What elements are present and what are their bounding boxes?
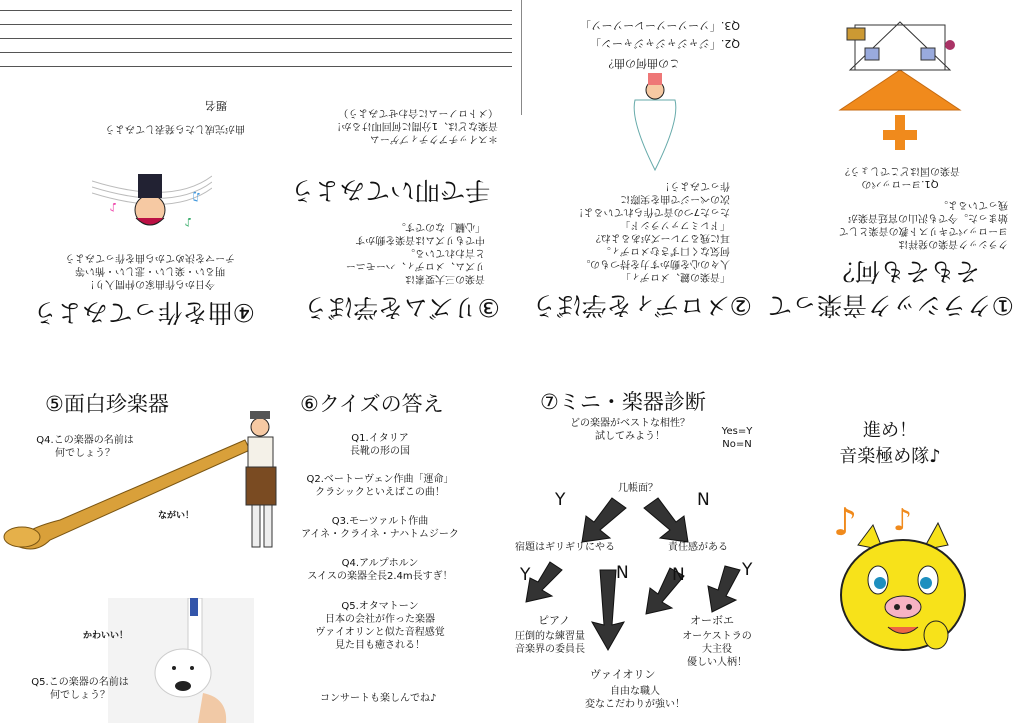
result-piano-desc: 圧倒的な練習量 音楽界の委員長 bbox=[515, 631, 585, 655]
svg-text:♪: ♪ bbox=[893, 503, 913, 538]
panel-rhythm-subtitle: 手で叩いてみよう bbox=[289, 176, 490, 205]
answer-5: Q5.オタマトーン 日本の会社が作った楽器 ヴァイオリンと似た音程感覚 見た目も癒される！ bbox=[315, 601, 445, 651]
panel-compose-caption: 曲が完成したら発表してみよう bbox=[105, 123, 245, 134]
result-oboe-desc: オーケストラの 大主役 優しい人柄！ bbox=[682, 631, 752, 668]
panel-rhythm-body: 音楽の三大要素は リズム、メロディ、ハーモニー と言われている。 中でもリズムは音楽を動かす 「心臓」なのです。 bbox=[345, 221, 485, 284]
label-y-2: Y bbox=[520, 565, 531, 585]
label-kawaii: かわいい！ bbox=[83, 631, 129, 641]
panel-compose bbox=[30, 95, 260, 340]
answer-1: Q1.イタリア 長靴の形の国 bbox=[350, 433, 410, 457]
alphorn-player-illustration bbox=[0, 405, 300, 565]
staff-line bbox=[0, 52, 512, 53]
panel-classical-question: Q1.ヨーロッパの 音楽の国はどこでしょう？ bbox=[840, 165, 960, 189]
quiz-q2: Q2.「ジャジャジャジャーン」 bbox=[589, 37, 740, 50]
svg-text:♪: ♪ bbox=[109, 200, 117, 214]
panel-instruments-title: ⑤面白珍楽器 bbox=[45, 392, 169, 416]
result-piano-name: ピアノ bbox=[538, 614, 571, 627]
quiz-q5: Q5.この楽器の名前は 何でしょう？ bbox=[31, 677, 129, 701]
bride-illustration bbox=[620, 70, 690, 180]
diagnosis-intro: どの楽器がベストな相性？ 試してみよう！ bbox=[570, 418, 690, 442]
svg-text:♪: ♪ bbox=[184, 215, 192, 229]
slogan: 進め！ 音楽極め隊♪ bbox=[839, 420, 941, 467]
panel-rhythm-note: ＊スイッチアクティブゲーム 音楽などは、1分間に何回叩けるか！ （メトロノームに合わせてみよう） bbox=[331, 107, 498, 144]
result-violin-name: ヴァイオリン bbox=[590, 668, 656, 681]
house-venus-illustration bbox=[835, 10, 965, 150]
label-n-2: N bbox=[616, 563, 629, 583]
yes-no-legend: Yes=Y No=N bbox=[721, 426, 753, 450]
answer-2: Q2.ベートーヴェン作曲「運命」 クラシックといえばこの曲！ bbox=[306, 474, 454, 498]
label-n: N bbox=[697, 490, 710, 510]
label-nagai: ながい！ bbox=[158, 511, 195, 521]
label-y: Y bbox=[555, 490, 566, 510]
otamatone-photo bbox=[108, 598, 254, 723]
label-y-3: Y bbox=[742, 560, 753, 580]
svg-text:♫: ♫ bbox=[191, 190, 202, 204]
question-left: 宿題はギリギリにやる bbox=[515, 542, 615, 553]
panel-melody-question: この曲何の曲？ bbox=[603, 57, 680, 70]
panel-diagnosis-title: ⑦ミニ・楽器診断 bbox=[540, 390, 706, 414]
panel-compose-title: ④曲を作ってみよう bbox=[32, 298, 255, 327]
staff-line bbox=[0, 66, 512, 67]
mascot-illustration bbox=[828, 495, 978, 675]
composer-illustration bbox=[92, 168, 212, 248]
fold-line bbox=[521, 0, 522, 115]
panel-classical-title-1: ①クラシック音楽って bbox=[767, 291, 1014, 320]
panel-classical bbox=[767, 5, 1020, 335]
panel-melody bbox=[531, 5, 760, 335]
staff-line bbox=[0, 10, 512, 11]
result-oboe-name: オーボエ bbox=[690, 614, 734, 627]
question-right: 責任感がある bbox=[668, 542, 728, 553]
panel-classical-body: クラシック音楽の発祥は ヨーロッパでキリスト教の音楽として 始まった。今でも沢山の宮廷音楽が 残っているよ。 bbox=[838, 199, 1008, 249]
staff-line bbox=[0, 38, 512, 39]
svg-text:♪: ♪ bbox=[833, 500, 858, 544]
panel-rhythm bbox=[280, 95, 510, 335]
answer-3: Q3.モーツァルト作曲 アイネ・クライネ・ナハトムジーク bbox=[301, 516, 459, 540]
panel-classical-title-2: そもそも何？ bbox=[829, 257, 980, 286]
title-label: 題名 bbox=[205, 99, 227, 112]
result-violin-desc: 自由な職人 変なこだわりが強い！ bbox=[585, 686, 685, 710]
quiz-q4: Q4.この楽器の名前は 何でしょう？ bbox=[36, 435, 134, 459]
closing-message: コンサートも楽しんでね♪ bbox=[320, 693, 437, 704]
question-start: 几帳面？ bbox=[618, 483, 658, 494]
panel-melody-title: ②メロディを学ぼう bbox=[531, 291, 752, 320]
label-n-3: N bbox=[672, 565, 685, 585]
answer-4: Q4.アルプホルン スイスの楽器全長2.4m長すぎ！ bbox=[307, 558, 453, 582]
staff-line bbox=[0, 24, 512, 25]
panel-melody-body: 「音楽の鍵、メロディ」 人々の心を動かす力を持つもの。 何気なく口ずさむメロディ。 耳に残るフレーズがあるよね？ 「ドレミファソラシド」 たった7つの音で作られているよ！ 次のページで曲を実際に 作ってみよう！ bbox=[573, 180, 730, 282]
panel-rhythm-title: ③リズムを学ぼう bbox=[303, 293, 500, 322]
panel-answers-title: ⑥クイズの答え bbox=[300, 392, 444, 416]
panel-compose-body: 今日から作曲家の仲間入り！ 明るい・楽しい・悲しい・怖い等 テーマを決めてから曲を作ってみよう bbox=[65, 252, 235, 289]
quiz-q3: Q3.「ソーソーソーレーソーソ」 bbox=[579, 19, 740, 32]
